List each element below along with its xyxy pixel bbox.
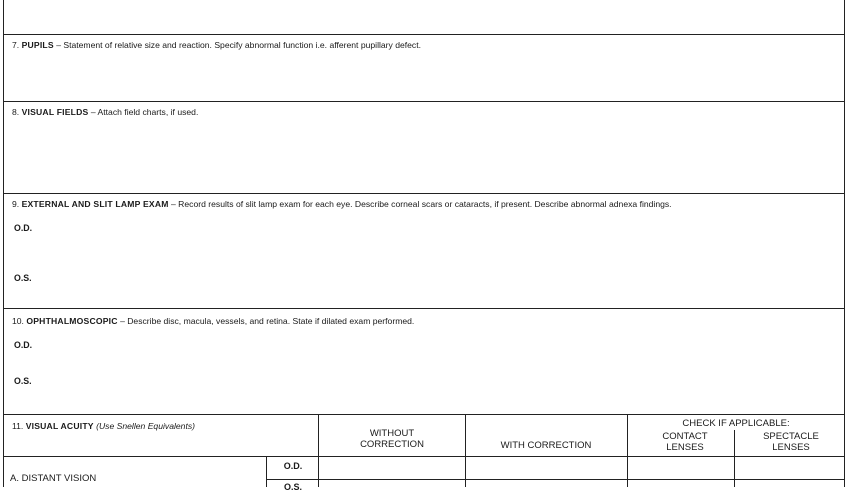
distant-od-spectacle-checkbox[interactable] (736, 458, 843, 478)
distant-od-label: O.D. (283, 461, 303, 471)
previous-section-field[interactable] (5, 2, 843, 32)
table-row-divider (266, 479, 845, 480)
divider (3, 414, 845, 415)
divider (3, 34, 845, 35)
col-contact-lenses: CONTACT LENSES (662, 431, 708, 453)
distant-od-contact-checkbox[interactable] (629, 458, 733, 478)
col-without-correction: WITHOUT CORRECTION (360, 428, 424, 450)
divider (3, 308, 845, 309)
external-od-field[interactable] (5, 236, 843, 268)
distant-od-with-correction[interactable] (467, 458, 626, 478)
table-divider (627, 414, 628, 487)
table-row-divider (3, 456, 845, 457)
table-divider (266, 456, 267, 487)
distant-os-label: O.S. (283, 482, 302, 492)
visual-acuity-heading: 11. VISUAL ACUITY (Use Snellen Equivalents) (12, 421, 195, 431)
ophthalmoscopic-os-label: O.S. (14, 376, 32, 386)
pupils-field[interactable] (5, 54, 843, 98)
distant-os-with-correction[interactable] (467, 481, 626, 487)
external-os-label: O.S. (14, 273, 32, 283)
external-os-field[interactable] (5, 286, 843, 306)
visual-fields-heading: 8. VISUAL FIELDS – Attach field charts, if used. (12, 107, 199, 117)
distant-os-without-correction[interactable] (320, 481, 464, 487)
divider (3, 101, 845, 102)
external-od-label: O.D. (14, 223, 33, 233)
check-if-applicable: CHECK IF APPLICABLE: (682, 418, 790, 429)
col-with-correction: WITH CORRECTION (500, 440, 592, 451)
ophthalmoscopic-heading: 10. OPHTHALMOSCOPIC – Describe disc, macula, vessels, and retina. State if dilated exam performed. (12, 316, 415, 326)
ophthalmoscopic-od-field[interactable] (5, 352, 843, 374)
external-exam-heading: 9. EXTERNAL AND SLIT LAMP EXAM – Record results of slit lamp exam for each eye. Describe corneal scars or cataracts, if present. Describe abnormal adnexa findings. (12, 199, 672, 209)
table-divider (465, 414, 466, 487)
table-divider (318, 414, 319, 487)
distant-vision-label: A. DISTANT VISION (10, 473, 97, 484)
visual-fields-field[interactable] (5, 121, 843, 191)
ophthalmoscopic-od-label: O.D. (14, 340, 33, 350)
ophthalmoscopic-os-field[interactable] (5, 389, 843, 411)
col-spectacle-lenses: SPECTACLE LENSES (763, 431, 819, 453)
pupils-heading: 7. PUPILS – Statement of relative size and reaction. Specify abnormal function i.e. afferent pupillary defect. (12, 40, 422, 50)
distant-od-without-correction[interactable] (320, 458, 464, 478)
divider (3, 193, 845, 194)
